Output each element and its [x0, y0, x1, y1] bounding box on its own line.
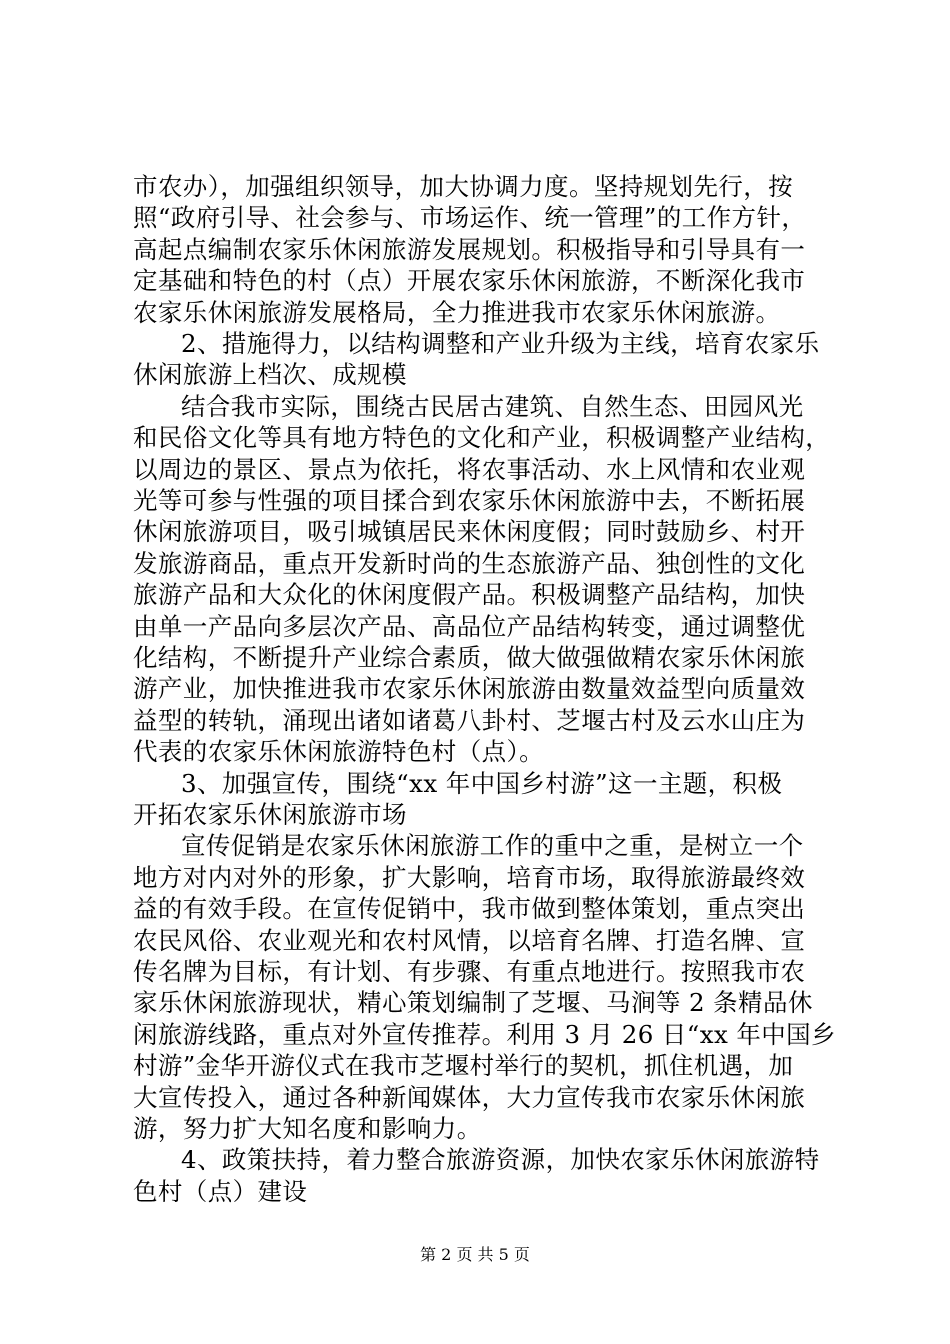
body-line: 高起点编制农家乐休闲旅游发展规划。积极指导和引导具有一 [133, 234, 806, 264]
section-heading-line: 休闲旅游上档次、成规模 [133, 360, 407, 390]
body-line: 市农办），加强组织领导，加大协调力度。坚持规划先行，按 [133, 172, 794, 201]
body-line: 农民风俗、农业观光和农村风情，以培育名牌、打造名牌、宣 [133, 925, 806, 955]
body-line: 益的有效手段。在宣传促销中，我市做到整体策划，重点突出 [133, 894, 806, 924]
body-line: 益型的转轨，涌现出诸如诸葛八卦村、芝堰古村及云水山庄为 [133, 705, 806, 735]
section-heading-line: 2、措施得力，以结构调整和产业升级为主线，培育农家乐 [181, 329, 820, 358]
body-line: 由单一产品向多层次产品、高品位产品结构转变，通过调整优 [133, 611, 806, 641]
body-line: 传名牌为目标，有计划、有步骤、有重点地进行。按照我市农 [133, 957, 806, 986]
body-line: 和民俗文化等具有地方特色的文化和产业，积极调整产业结构， [133, 423, 831, 453]
body-line: 以周边的景区、景点为依托，将农事活动、水上风情和农业观 [133, 454, 806, 484]
body-line: 家乐休闲旅游现状，精心策划编制了芝堰、马涧等 2 条精品休 [133, 988, 813, 1018]
body-line: 宣传促销是农家乐休闲旅游工作的重中之重，是树立一个 [181, 831, 804, 861]
body-line: 发旅游商品，重点开发新时尚的生态旅游产品、独创性的文化 [133, 548, 806, 578]
body-line: 代表的农家乐休闲旅游特色村（点）。 [133, 737, 545, 767]
body-line: 游，努力扩大知名度和影响力。 [133, 1114, 482, 1143]
body-line: 照“政府引导、社会参与、市场运作、统一管理”的工作方针， [133, 203, 807, 233]
body-line: 大宣传投入，通过各种新闻媒体，大力宣传我市农家乐休闲旅 [133, 1082, 806, 1112]
body-line: 旅游产品和大众化的休闲度假产品。积极调整产品结构，加快 [133, 580, 806, 610]
section-heading-line: 4、政策扶持，着力整合旅游资源，加快农家乐休闲旅游特 [181, 1145, 820, 1175]
section-heading-line: 色村（点）建设 [133, 1176, 308, 1206]
body-line: 结合我市实际，围绕古民居古建筑、自然生态、田园风光 [181, 391, 804, 421]
body-line: 定基础和特色的村（点）开展农家乐休闲旅游，不断深化我市 [133, 266, 806, 296]
body-line: 游产业，加快推进我市农家乐休闲旅游由数量效益型向质量效 [133, 674, 806, 704]
body-line: 村游”金华开游仪式在我市芝堰村举行的契机，抓住机遇，加 [133, 1051, 794, 1081]
body-line: 休闲旅游项目，吸引城镇居民来休闲度假；同时鼓励乡、村开 [133, 517, 806, 547]
body-line: 化结构，不断提升产业综合素质，做大做强做精农家乐休闲旅 [133, 643, 806, 672]
page-number-footer: 第 2 页 共 5 页 [420, 1245, 530, 1264]
body-line: 光等可参与性强的项目揉合到农家乐休闲旅游中去，不断拓展 [133, 486, 806, 515]
section-heading-line: 开拓农家乐休闲旅游市场 [133, 800, 407, 829]
body-line: 闲旅游线路，重点对外宣传推荐。利用 3 月 26 日“xx 年中国乡 [133, 1019, 836, 1049]
section-heading-line: 3、加强宣传，围绕“xx 年中国乡村游”这一主题，积极 [181, 768, 783, 798]
body-line: 农家乐休闲旅游发展格局，全力推进我市农家乐休闲旅游。 [133, 297, 781, 327]
body-line: 地方对内对外的形象，扩大影响，培育市场，取得旅游最终效 [133, 862, 806, 892]
